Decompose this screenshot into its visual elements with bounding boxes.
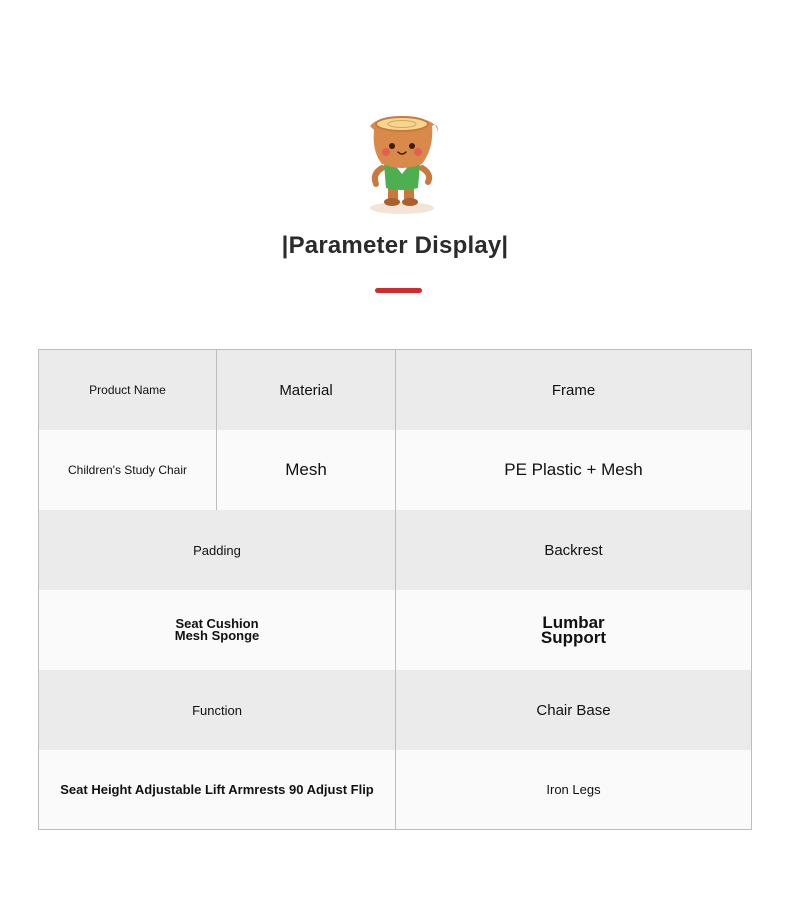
table-cell: Iron Legs [546,782,601,797]
table-cell: Children's Study Chair [39,430,217,510]
table-header-cell: Product Name [39,350,217,430]
page-title: |Parameter Display| [281,232,509,259]
table-cell: PE Plastic + Mesh [504,460,643,479]
table-row [39,430,751,511]
table-row [39,350,751,431]
table-header-cell: Frame [551,381,596,399]
table-cell: Seat Cushion Mesh Sponge [39,590,396,670]
parameter-table [38,349,752,830]
table-row [39,750,751,829]
table-row [39,670,751,751]
table-row [39,510,751,591]
table-header-cell: Function [39,670,396,750]
table-cell: Seat Height Adjustable Lift Armrests 90 Adjust Flip [39,750,396,829]
table-header-cell: Chair Base [536,701,611,719]
table-header-cell: Backrest [544,541,603,559]
tree-stump-mascot-icon [362,112,442,214]
table-cell: Mesh [217,430,396,510]
table-cell: Lumbar Support [540,613,607,647]
table-row [39,590,751,671]
table-header-cell: Material [217,350,396,430]
title-underline [375,288,422,293]
table-header-cell: Padding [39,510,396,590]
